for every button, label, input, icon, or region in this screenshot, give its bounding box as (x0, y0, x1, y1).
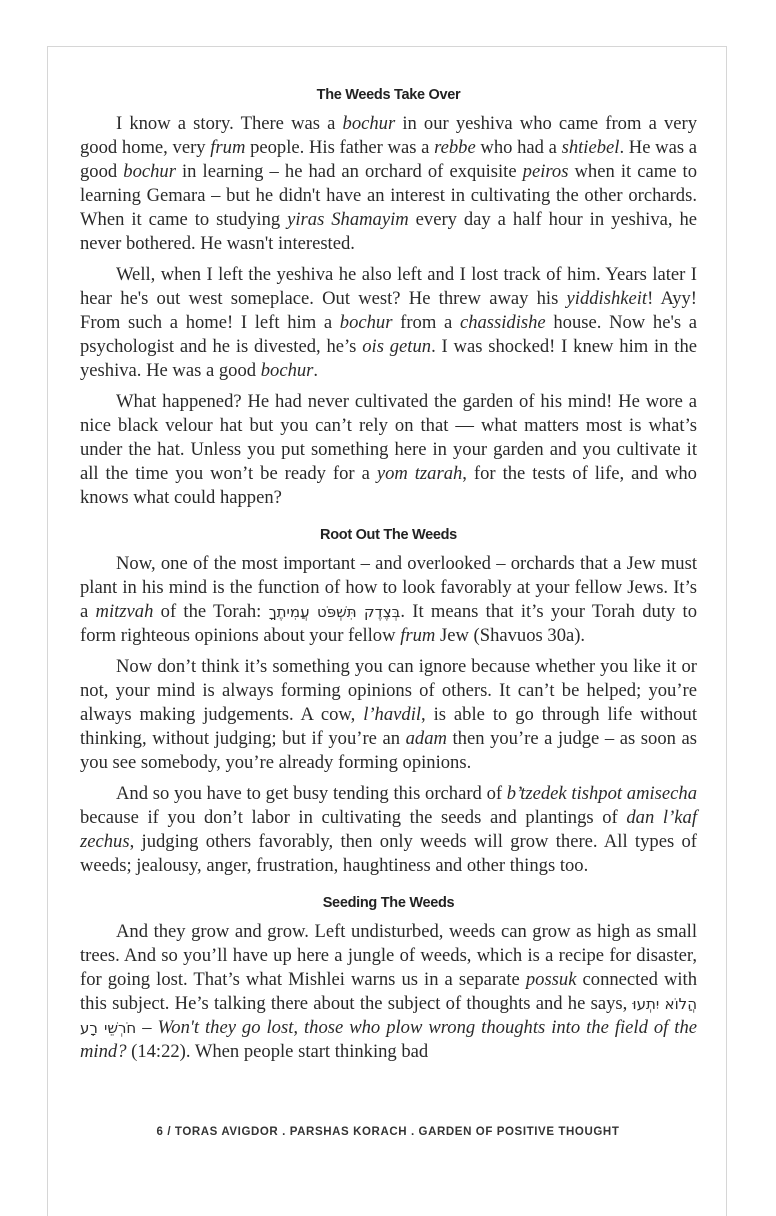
paragraph (80, 782, 697, 878)
italic-term: frum (400, 625, 436, 646)
italic-term: ois getun (362, 336, 432, 357)
text-run: Well, when I left the yeshiva he also left and I lost track of him. Years later I hear he's out west someplace. Out west? He threw away his (80, 264, 697, 309)
text-run: every day a half hour in yeshiva, he never bothered. He wasn't interested. (80, 209, 697, 254)
italic-term: b’tzedek tishpot amisecha (506, 783, 697, 804)
italic-term: shtiebel (561, 137, 620, 158)
italic-term: mitzvah (95, 601, 154, 622)
text-run: , judging others favorably, then only weeds will grow there. All types of weeds; jealousy, anger, frustration, haughtiness and other things too. (80, 831, 697, 876)
text-run: Jew (Shavuos 30a). (435, 625, 586, 646)
page-footer: 6 / TORAS AVIGDOR . PARSHAS KORACH . GARDEN OF POSITIVE THOUGHT (156, 1126, 620, 1138)
italic-term: l’havdil (363, 704, 422, 725)
paragraph (80, 655, 697, 775)
text-run: when it came to learning Gemara – but he didn't have an interest in cultivating the other orchards. When it came to studying (80, 161, 697, 230)
text-run: in our yeshiva who came from a very good home, very (80, 113, 697, 158)
italic-term: bochur (123, 161, 176, 182)
italic-term: bochur (260, 360, 314, 381)
section-heading: Root Out The Weeds (320, 527, 457, 543)
text-run: And so you have to get busy tending this orchard of (116, 783, 507, 804)
italic-term: yom tzarah (376, 463, 463, 484)
paragraph (80, 390, 697, 510)
text-run: (14:22). When people start thinking bad (126, 1041, 429, 1062)
text-run: – (136, 1017, 158, 1038)
text-run: from a (392, 312, 460, 333)
italic-term: yiddishkeit (566, 288, 648, 309)
text-run: of the Torah: (153, 601, 269, 622)
text-run: . I was shocked! I knew him in the yeshiva. He was a good (80, 336, 697, 381)
paragraph (80, 112, 697, 256)
italic-term: adam (405, 728, 447, 749)
text-run: then you’re a judge – as soon as you see somebody, you’re already forming opinions. (80, 728, 697, 773)
text-run: And they grow and grow. Left undisturbed, weeds can grow as high as small trees. And so you’ll have up here a jungle of weeds, which is a recipe for disaster, for going lost. That’s what Mishlei warns us in a separate (80, 921, 697, 990)
text-run: in learning – he had an orchard of exquisite (175, 161, 523, 182)
italic-term: rebbe (434, 137, 476, 158)
paragraph (80, 263, 697, 383)
hebrew-quote: הֲלוֹא יִתְעוּ חֹרְשֵׁי רָע (80, 995, 697, 1037)
italic-term: bochur (339, 312, 393, 333)
text-run: house. Now he's a psychologist and he is divested, he’s (80, 312, 697, 357)
italic-term: chassidishe (459, 312, 546, 333)
italic-term: yiras Shamayim (287, 209, 409, 230)
text-run: . It means that it’s your Torah duty to form righteous opinions about your fellow (80, 601, 697, 646)
text-run: Now don’t think it’s something you can ignore because whether you like it or not, your mind is always forming opinions of others. It can’t be helped; you’re always making judgements. A cow, (80, 656, 697, 725)
italic-term: possuk (525, 969, 577, 990)
article-body (80, 84, 697, 1071)
paragraph (80, 920, 697, 1064)
italic-term: dan l’kaf zechus (80, 807, 697, 852)
hebrew-quote: בְּצֶדֶק תִּשְׁפֹּט עֲמִיתֶךָ (268, 603, 401, 621)
text-run: I know a story. There was a (116, 113, 343, 134)
italic-term: bochur (342, 113, 396, 134)
text-run: , is able to go through life without thinking, without judging; but if you’re an (80, 704, 697, 749)
text-run: , for the tests of life, and who knows what could happen? (80, 463, 697, 508)
section-heading: The Weeds Take Over (316, 87, 461, 103)
text-run: connected with this subject. He’s talking there about the subject of thoughts and he says, (80, 969, 698, 1014)
section-heading: Seeding The Weeds (322, 895, 455, 911)
text-run: people. His father was a (245, 137, 435, 158)
text-run: who had a (475, 137, 562, 158)
italic-term: peiros (522, 161, 569, 182)
paragraph (80, 552, 697, 648)
text-run: ! Ayy! From such a home! I left him a (80, 288, 697, 333)
italic-term: frum (210, 137, 246, 158)
text-run: . He was a good (80, 137, 698, 182)
text-run: What happened? He had never cultivated the garden of his mind! He wore a nice black velour hat but you can’t rely on that — what matters most is what’s under the hat. Unless you put something here in your garden and you cultivate it all the time you won’t be ready for a (80, 391, 697, 484)
text-run: Now, one of the most important – and overlooked – orchards that a Jew must plant in his mind is the function of how to look favorably at your fellow Jews. It’s a (80, 553, 697, 622)
text-run: because if you don’t labor in cultivating the seeds and plantings of (80, 807, 627, 828)
italic-term: Won't they go lost, those who plow wrong thoughts into the field of the mind? (80, 1017, 698, 1062)
text-run: . (313, 360, 319, 381)
